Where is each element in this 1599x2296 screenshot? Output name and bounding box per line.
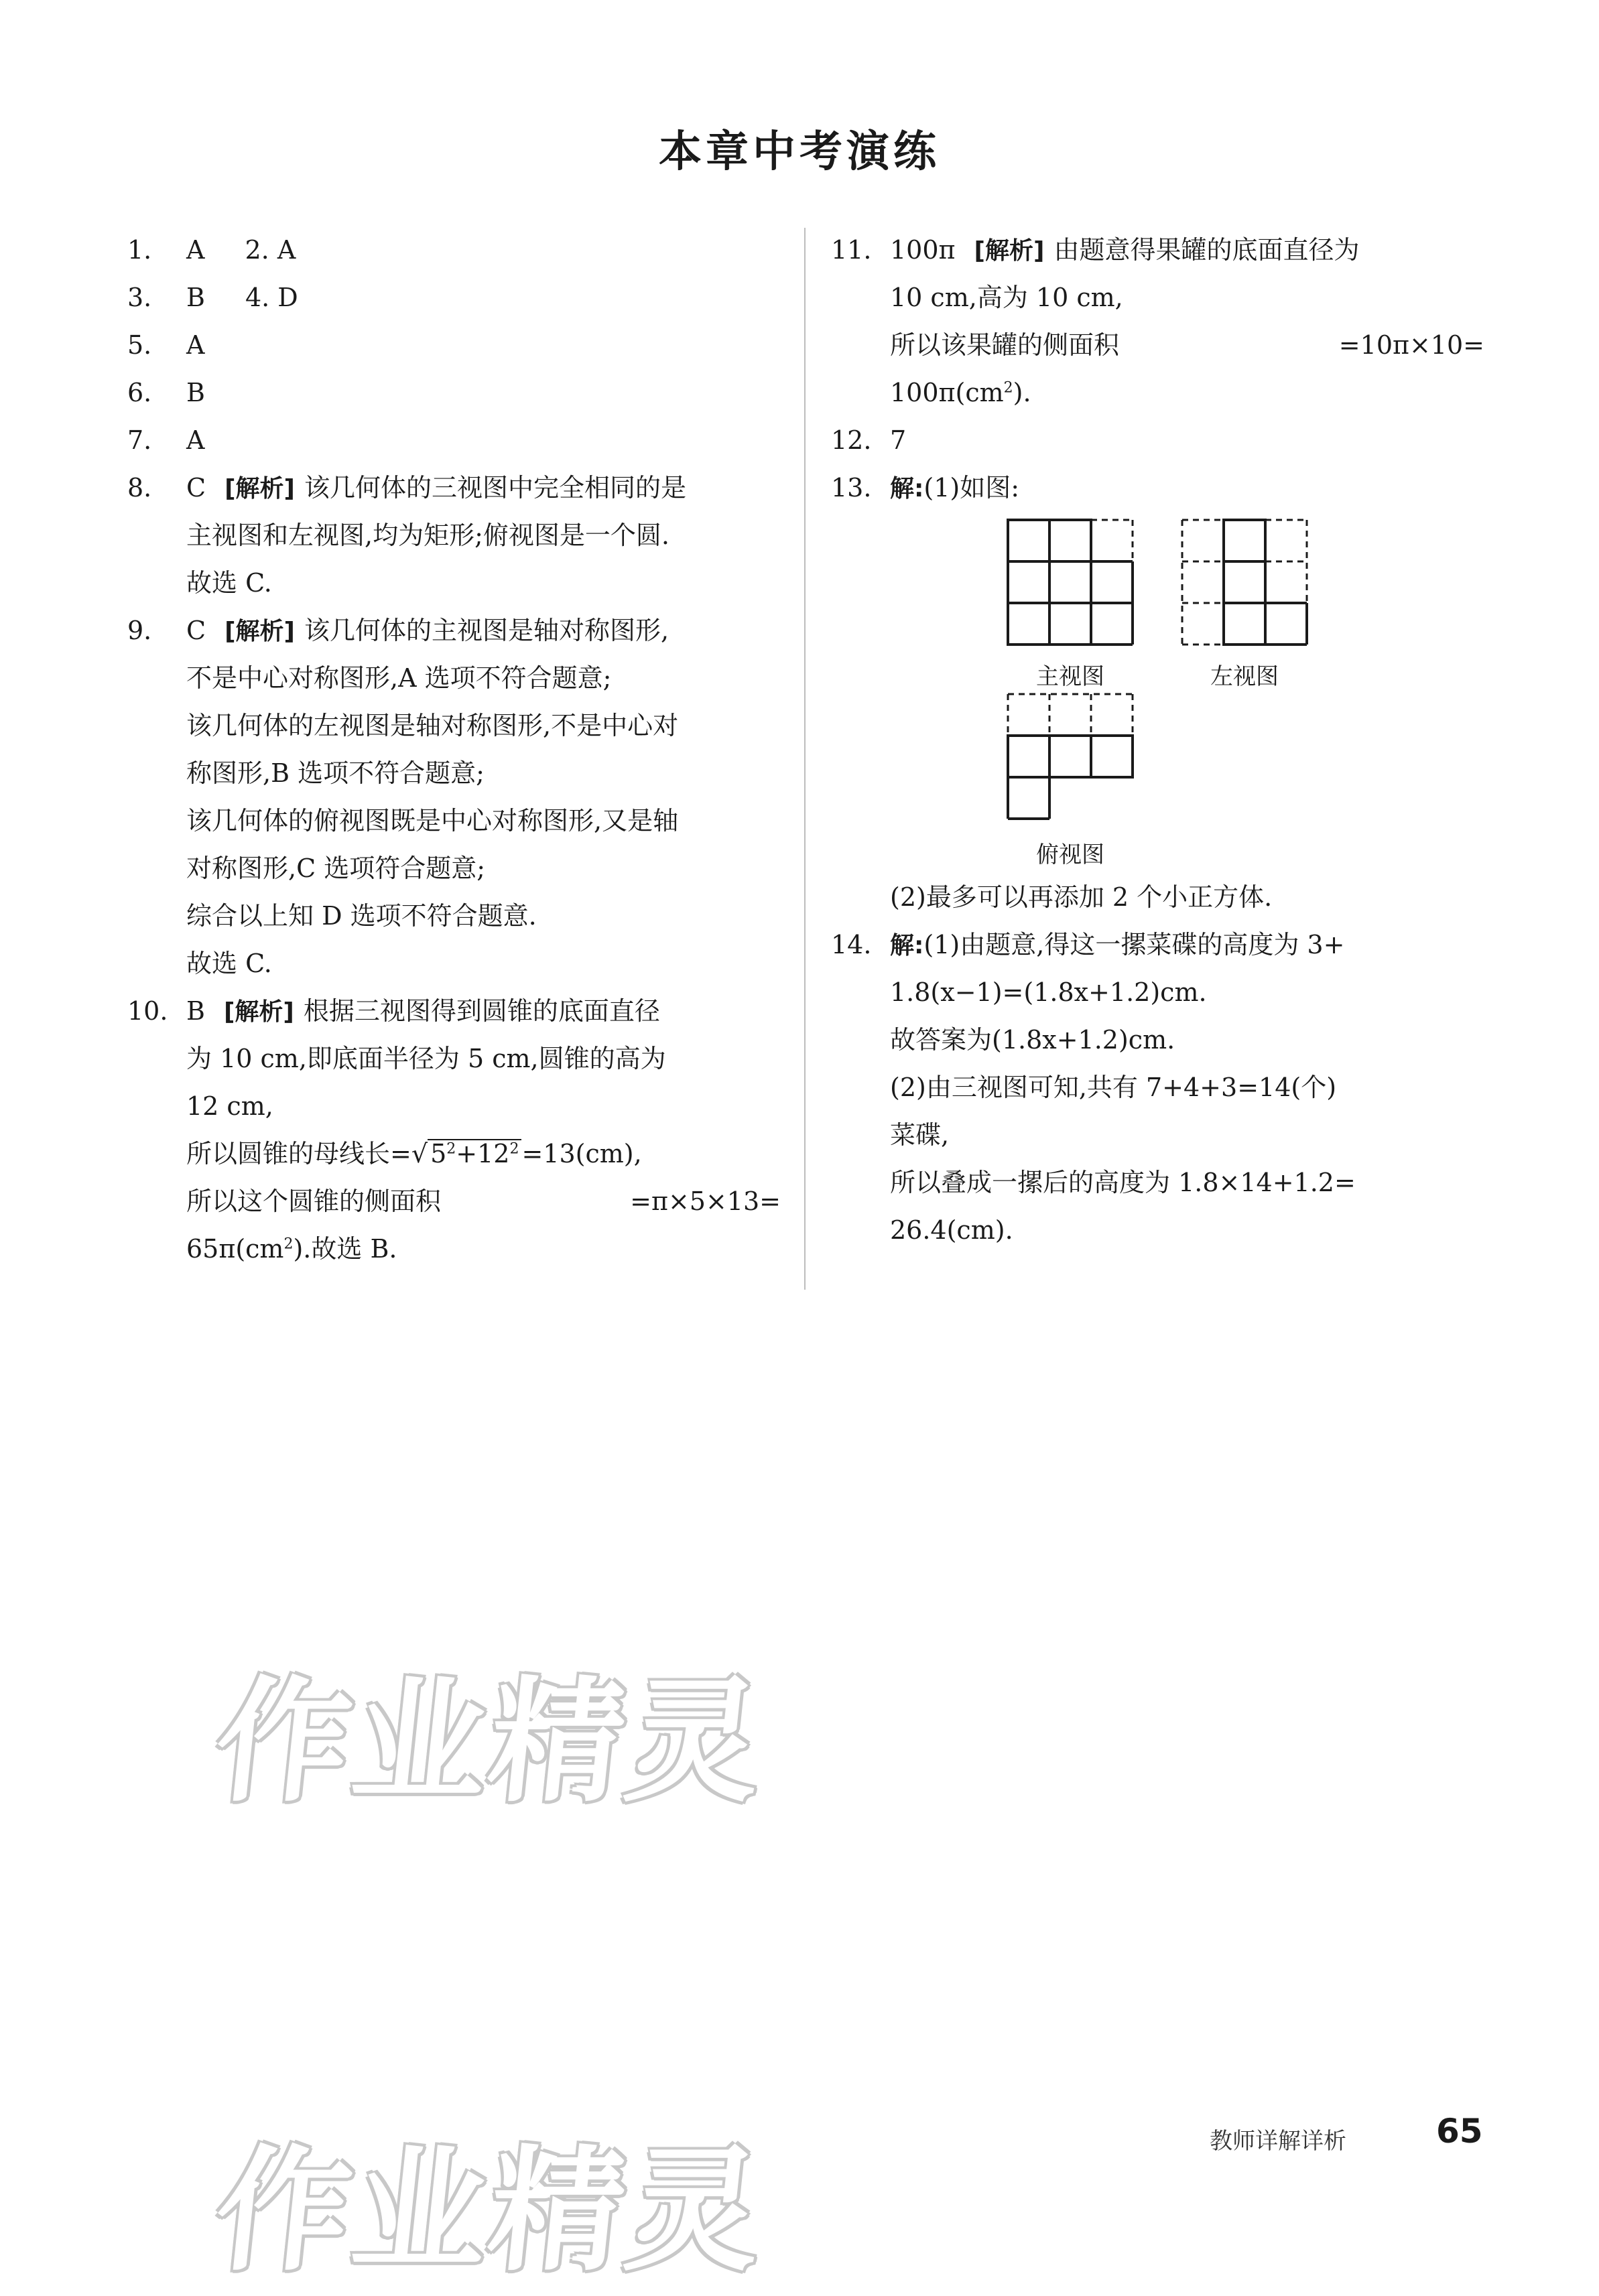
footer-label: 教师详解详析 [1210, 2128, 1346, 2155]
front-view-dashed [1091, 520, 1133, 561]
text-line: 不是中心对称图形,A 选项不符合题意; [186, 663, 612, 693]
front-view-diagram [1008, 520, 1133, 645]
text-line: 为 10 cm,即底面半径为 5 cm,圆锥的高为 [186, 1044, 666, 1073]
right-column [831, 226, 1484, 1254]
top-view-label: 俯视图 [1036, 841, 1104, 868]
text-line: 该几何体的左视图是轴对称图形,不是中心对 [186, 711, 679, 740]
analysis-tag: [解析] [225, 475, 295, 502]
front-view-label: 主视图 [1036, 663, 1104, 690]
text-line: 故选 C. [186, 949, 272, 978]
text-line: 10 cm,高为 10 cm, [890, 283, 1123, 312]
sqrt-sign: √ [411, 1139, 428, 1168]
text-line: 综合以上知 D 选项不符合题意. [186, 901, 537, 931]
three-views-svg [999, 512, 1374, 874]
answer-line-7: 7. A [127, 425, 205, 455]
result-line: $65\pi(cm^2)$.故选 B. [186, 1234, 397, 1264]
column-divider [804, 228, 806, 1290]
text-line: 该几何体的俯视图既是中心对称图形,又是轴 [186, 806, 679, 835]
watermark-logo-bottom: 作业精灵 [208, 2133, 772, 2289]
text-line: 对称图形,C 选项符合题意; [186, 854, 486, 883]
answer-line-13: 13. 解:(1)如图: [831, 473, 1020, 502]
analysis-tag: [解析] [225, 618, 295, 645]
answer-line-14: 14. 解:(1)由题意,得这一摞菜碟的高度为 3+ [831, 930, 1345, 959]
analysis-tag: [解析] [974, 237, 1045, 265]
left-view-label: 左视图 [1210, 663, 1279, 690]
answer-line-9: 9. C [解析] 该几何体的主视图是轴对称图形, [127, 616, 669, 645]
sqrt-expression: $5^2+12^2$ [428, 1139, 521, 1167]
watermark-logo: 作业精灵 [208, 1664, 772, 1820]
text-line: (2)由三视图可知,共有 7+4+3=14(个) [890, 1073, 1337, 1102]
text-line: 故答案为(1.8x+1.2)cm. [890, 1025, 1175, 1055]
slant-height-line: 所以圆锥的母线长=√ $5^2+12^2 =13(cm)$, [186, 1139, 642, 1168]
text-line: 主视图和左视图,均为矩形;俯视图是一个圆. [186, 521, 669, 550]
answer-line-8: 8. C [解析] 该几何体的三视图中完全相同的是 [127, 473, 687, 502]
text-line: 故选 C. [186, 568, 272, 598]
text-line: 12 cm, [186, 1091, 273, 1121]
page-number: 65 [1436, 2112, 1483, 2151]
answer-line-10: 10. B [解析] 根据三视图得到圆锥的底面直径 [127, 996, 660, 1026]
lateral-area-line: 所以这个圆锥的侧面积 =π×5×13= [186, 1187, 781, 1216]
answer-line-12: 12. 7 [831, 425, 907, 455]
answer-line-6: 6. B [127, 378, 205, 407]
page-title: 本章中考演练 [659, 127, 940, 177]
left-column [127, 226, 781, 1273]
lateral-area-line: 所以该果罐的侧面积 =10π×10= [890, 330, 1484, 360]
text-line: 26.4(cm). [890, 1215, 1013, 1245]
left-view-diagram [1224, 520, 1307, 645]
left-view-dashed [1182, 520, 1307, 645]
top-view-diagram [1008, 736, 1133, 819]
three-views-figure [831, 512, 1484, 874]
text-line: 1.8(x−1)=(1.8x+1.2)cm. [890, 977, 1207, 1007]
result-line: $100\pi(cm^2)$. [890, 378, 1031, 407]
answer-line-3-4: 3. B 4. D [127, 283, 298, 312]
analysis-tag: [解析] [223, 998, 294, 1026]
top-view-dashed [1008, 694, 1133, 736]
text-line: 所以叠成一摞后的高度为 1.8×14+1.2= [890, 1168, 1356, 1197]
answer-line-1-2: 1. A 2. A [127, 235, 296, 265]
text-line: 称图形,B 选项不符合题意; [186, 758, 485, 788]
answer-line-11: 11. 100π [解析] 由题意得果罐的底面直径为 [831, 235, 1360, 265]
text-line: 菜碟, [890, 1120, 950, 1150]
answer-line-5: 5. A [127, 330, 205, 360]
text-line: (2)最多可以再添加 2 个小正方体. [890, 882, 1273, 912]
